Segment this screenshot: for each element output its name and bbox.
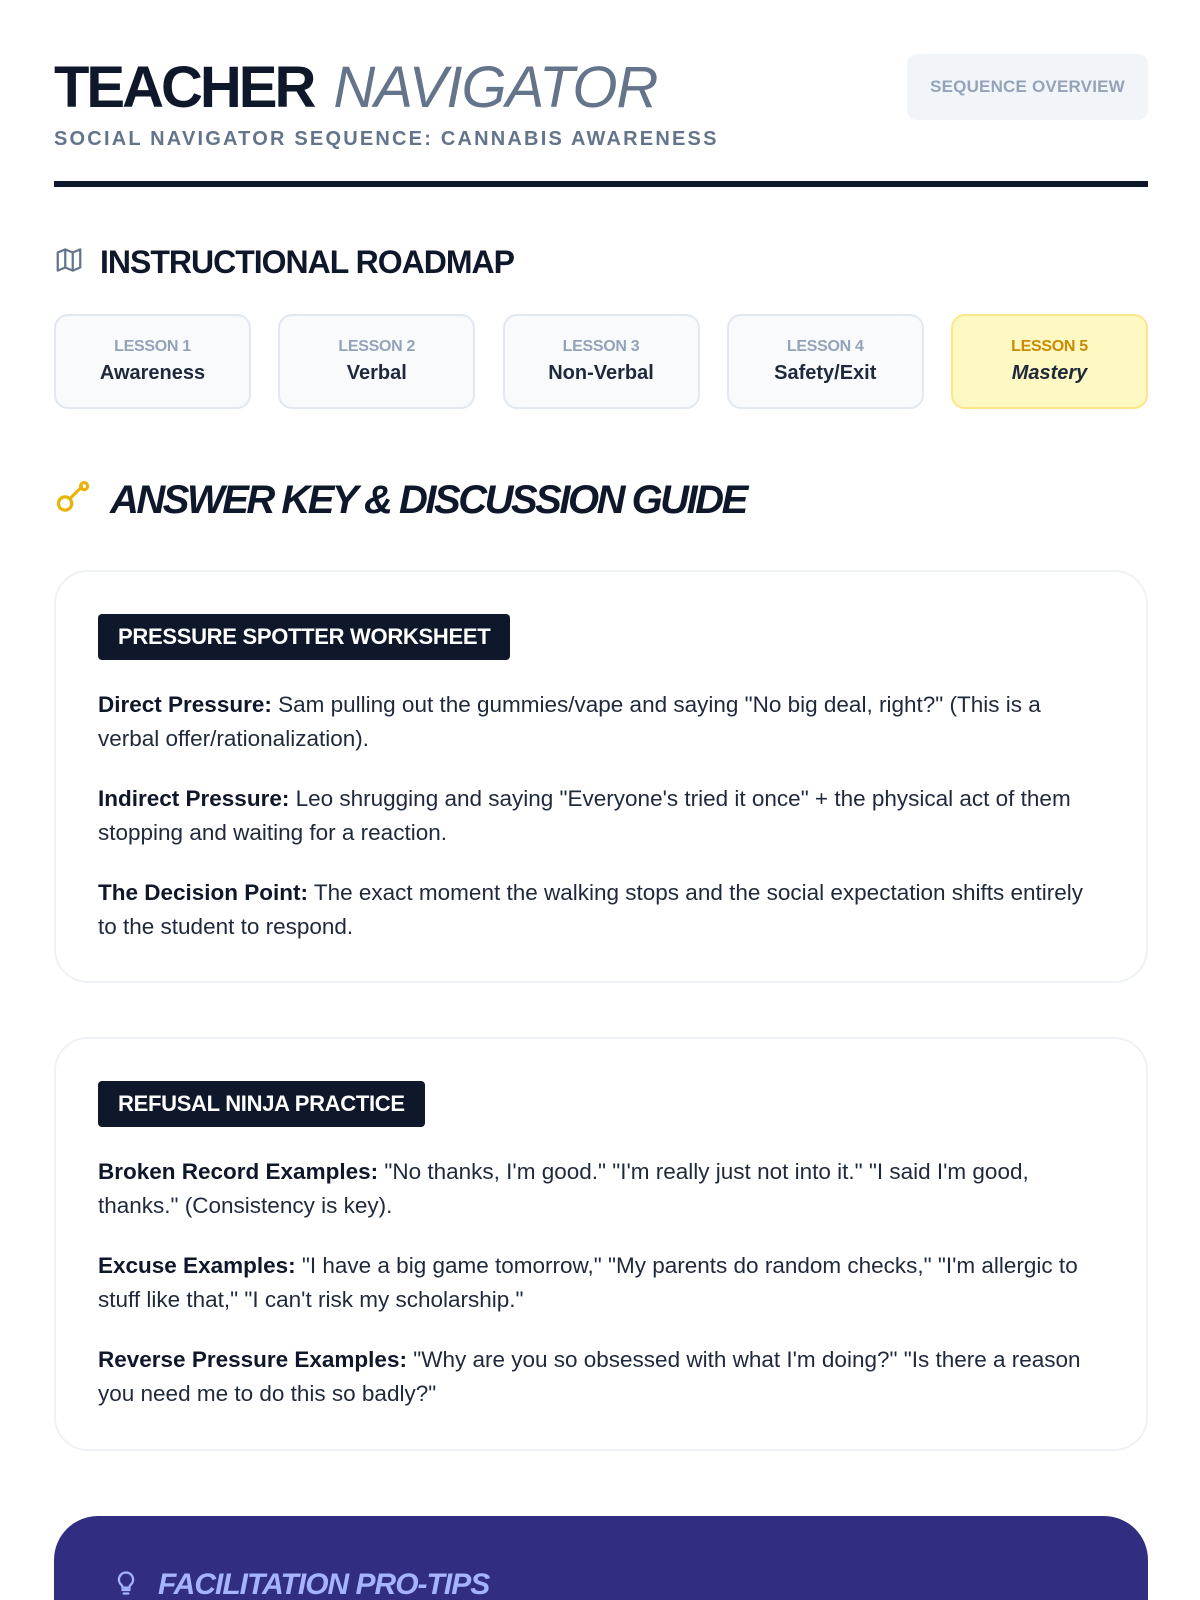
lesson-2-card[interactable] — [278, 314, 475, 409]
teacher-navigator-page — [54, 0, 1148, 1600]
lesson-number: LESSON 1 — [114, 338, 191, 355]
roadmap-title: INSTRUCTIONAL ROADMAP — [100, 244, 514, 280]
answer-text: Sam pulling out the gummies/vape and saying "No big deal, right?" (This is a verbal offer/rationalization). — [98, 692, 1041, 751]
page-subtitle: SOCIAL NAVIGATOR SEQUENCE: CANNABIS AWARENESS — [54, 128, 719, 150]
answer-text: The exact moment the walking stops and the social expectation shifts entirely to the student to respond. — [98, 880, 1084, 939]
lesson-1-card[interactable] — [54, 314, 251, 409]
answer-item — [98, 782, 1104, 850]
header-divider — [54, 181, 1148, 187]
lesson-4-card[interactable] — [727, 314, 924, 409]
lesson-number: LESSON 2 — [338, 338, 416, 355]
sequence-overview-button[interactable]: SEQUENCE OVERVIEW — [907, 54, 1148, 120]
brand-title-bold: TEACHER — [54, 55, 314, 120]
lesson-name: Safety/Exit — [774, 362, 877, 384]
card-tag: REFUSAL NINJA PRACTICE — [98, 1081, 425, 1127]
answer-item — [98, 688, 1104, 756]
answer-text: "No thanks, I'm good." "I'm really just not into it." "I said I'm good, thanks." (Consistency is key). — [98, 1159, 1029, 1218]
lesson-name: Mastery — [1011, 362, 1088, 384]
answer-key-title: ANSWER KEY & DISCUSSION GUIDE — [110, 478, 746, 522]
answer-label: Reverse Pressure Examples: — [98, 1347, 407, 1372]
tips-heading — [112, 1568, 489, 1600]
brand-title-light: NAVIGATOR — [333, 55, 658, 120]
answer-item — [98, 1249, 1104, 1317]
answer-item — [98, 1155, 1104, 1223]
answer-label: Indirect Pressure: — [98, 786, 290, 811]
lesson-number: LESSON 5 — [1011, 338, 1088, 355]
answer-label: The Decision Point: — [98, 880, 309, 905]
lesson-number: LESSON 3 — [562, 338, 640, 355]
lesson-3-card[interactable] — [503, 314, 700, 409]
lesson-name: Verbal — [346, 362, 407, 384]
pressure-spotter-card — [54, 570, 1148, 983]
lightbulb-icon — [112, 1569, 140, 1600]
answer-key-heading — [54, 478, 746, 523]
answer-label: Broken Record Examples: — [98, 1159, 379, 1184]
answer-text: Leo shrugging and saying "Everyone's tried it once" + the physical act of them stopping and waiting for a reaction. — [98, 786, 1071, 845]
card-tag: PRESSURE SPOTTER WORKSHEET — [98, 614, 510, 660]
lesson-5-card[interactable] — [951, 314, 1148, 409]
key-icon — [54, 479, 92, 522]
answer-label: Direct Pressure: — [98, 692, 272, 717]
answer-label: Excuse Examples: — [98, 1253, 296, 1278]
facilitation-tips-panel — [54, 1516, 1148, 1600]
answer-item — [98, 876, 1104, 944]
page-header — [54, 0, 1148, 188]
answer-item — [98, 1343, 1104, 1411]
lesson-roadmap — [54, 314, 1148, 409]
lesson-number: LESSON 4 — [786, 338, 864, 355]
roadmap-heading — [54, 244, 514, 281]
tips-title: FACILITATION PRO-TIPS — [158, 1568, 490, 1600]
answer-text: "I have a big game tomorrow," "My parents do random checks," "I'm allergic to stuff like that," "I can't risk my scholarship." — [98, 1253, 1078, 1312]
lesson-name: Non-Verbal — [548, 362, 654, 384]
map-icon — [54, 245, 84, 280]
refusal-ninja-card — [54, 1037, 1148, 1451]
lesson-name: Awareness — [99, 362, 206, 384]
answer-text: "Why are you so obsessed with what I'm doing?" "Is there a reason you need me to do this so badly?" — [98, 1347, 1081, 1406]
brand-title — [54, 56, 657, 120]
